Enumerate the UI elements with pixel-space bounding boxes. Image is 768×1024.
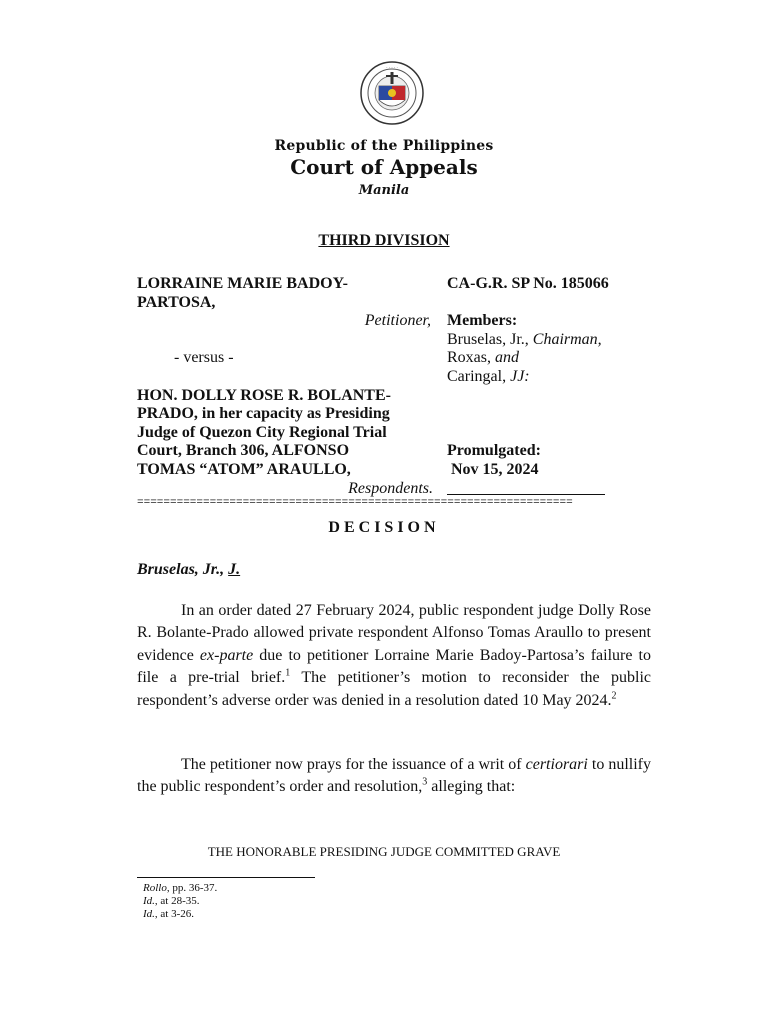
caption-separator: ================================================================== [137, 497, 573, 509]
footnote-rule [137, 877, 315, 878]
ponente [137, 561, 240, 579]
p1-text-a: In an order dated 27 February 2024, public respondent judge Dolly Rose R. Bolante-Prado allowed private respondent Alfonso Tomas Araullo to present evidence [137, 602, 651, 664]
p1-italic: ex-parte [199, 646, 254, 664]
body-paragraph-2 [137, 754, 651, 799]
footnote-2-source: Id. [143, 895, 155, 907]
footnote-3-text: , at 3-26. [154, 908, 195, 920]
footnote-ref-3: 3 [422, 777, 428, 789]
footnote-1 [143, 882, 217, 895]
respondents-line-3: Judge of Quezon City Regional Trial [137, 424, 387, 441]
body-paragraph-1 [137, 600, 651, 712]
p2-italic: certiorari [525, 756, 588, 773]
members-label: Members: [447, 312, 518, 329]
p1-text-c: The petitioner’s motion to reconsider the public respondent’s adverse order was denied in a resolution dated 10 May 2024. [137, 669, 651, 709]
division-heading: THIRD DIVISION [318, 232, 450, 249]
footnote-ref-2: 2 [611, 690, 617, 702]
member-3-name: Caringal, [447, 368, 511, 385]
decision-title: DECISION [328, 519, 440, 536]
respondents-line-2: PRADO, in her capacity as Presiding [137, 405, 390, 422]
respondents-line-5: TOMAS “ATOM” ARAULLO, [137, 461, 351, 478]
member-1 [447, 331, 667, 350]
petitioner-name-line-1: LORRAINE MARIE BADOY- [137, 275, 348, 292]
member-1-role: Chairman, [532, 331, 602, 348]
footnote-ref-1: 1 [285, 667, 291, 679]
versus-label: - versus - [174, 349, 234, 366]
p2-text-b: to nullify the public respondent’s order and resolution, [137, 756, 652, 796]
court-seal-icon [359, 60, 425, 126]
petitioner-name-line-2: PARTOSA, [137, 294, 216, 311]
promulgated-label: Promulgated: [447, 442, 541, 459]
respondents-line-1: HON. DOLLY ROSE R. BOLANTE- [137, 387, 391, 404]
footnote-2 [143, 895, 200, 908]
ponente-title: J. [228, 561, 241, 578]
member-3-role: JJ: [510, 368, 530, 385]
footnote-1-source: Rollo [143, 882, 167, 894]
member-2 [447, 349, 647, 368]
member-1-name: Bruselas, Jr., [447, 331, 533, 348]
respondents-line-4: Court, Branch 306, ALFONSO [137, 442, 350, 459]
header-city: Manila [358, 183, 410, 198]
footnote-3 [143, 908, 194, 921]
issue-heading: THE HONORABLE PRESIDING JUDGE COMMITTED GRAVE [207, 844, 561, 859]
petitioner-label: Petitioner, [364, 312, 431, 329]
footnote-2-text: , at 28-35. [154, 895, 200, 907]
p1-text-b: due to petitioner Lorraine Marie Badoy-Partosa’s failure to file a pre-trial brief. [137, 646, 651, 687]
footnote-3-source: Id. [143, 908, 155, 920]
header-republic: Republic of the Philippines [274, 138, 494, 154]
promulgated-date: Nov 15, 2024 [451, 461, 539, 478]
header-court: Court of Appeals [290, 155, 478, 179]
respondents-label: Respondents. [348, 480, 433, 497]
case-number: CA-G.R. SP No. 185066 [447, 275, 609, 292]
ponente-name: Bruselas, Jr., [137, 561, 229, 578]
p2-text-c: alleging that: [427, 778, 516, 796]
member-2-and: and [495, 349, 519, 366]
member-3 [447, 368, 647, 387]
svg-text:· · · · ·: · · · · · [386, 65, 398, 70]
promulgated-signature-line [447, 494, 605, 495]
p2-text-a: The petitioner now prays for the issuance of a writ of [181, 756, 526, 773]
member-2-name: Roxas, [447, 349, 495, 366]
footnote-1-text: , pp. 36-37. [166, 882, 218, 894]
